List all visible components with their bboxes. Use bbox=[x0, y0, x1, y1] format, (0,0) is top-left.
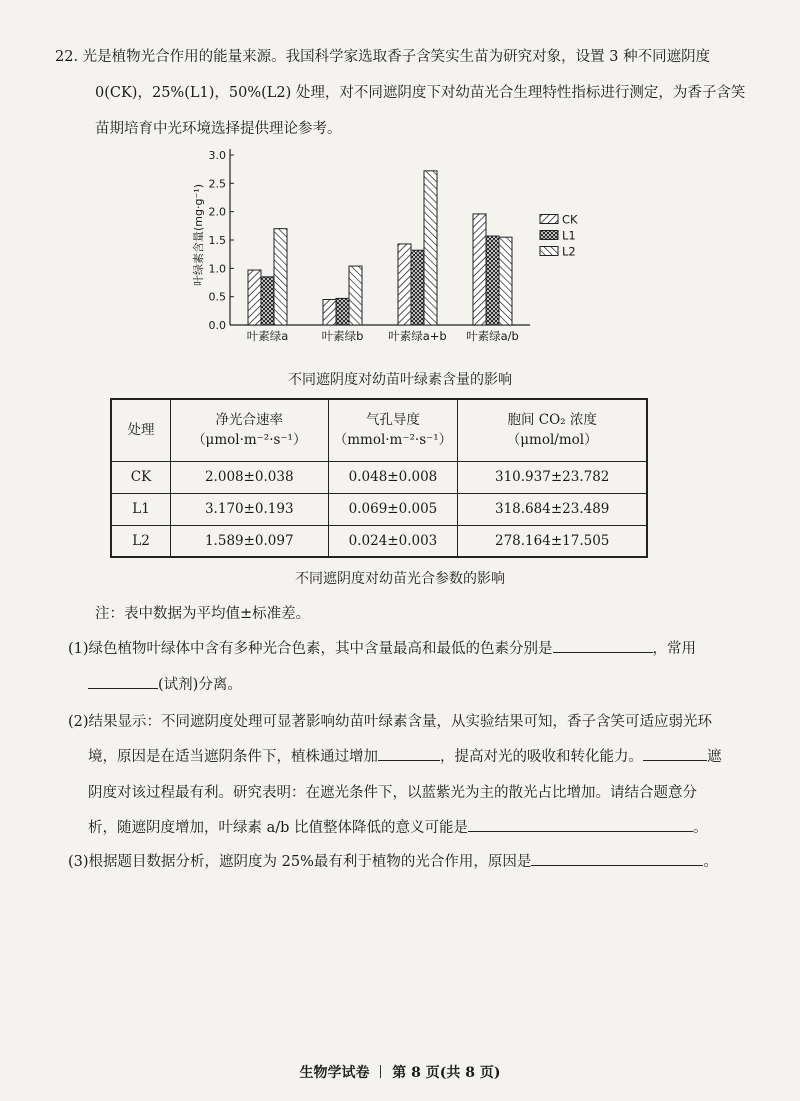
question-intro-line-2: 0(CK)，25%(L1)，50%(L2) 处理，对不同遮阴度下对幼苗光合生理特性指标进行测定，为香子含笑 bbox=[95, 85, 746, 101]
bar-l2 bbox=[424, 171, 437, 325]
bar-l2 bbox=[349, 266, 362, 325]
subquestion-2-line-3: 阴度对该过程最有利。研究表明：在遮光条件下，以蓝紫光为主的散光占比增加。请结合题意分 bbox=[88, 785, 697, 801]
subquestion-2-line-1: (2)结果显示：不同遮阴度处理可显著影响幼苗叶绿素含量，从实验结果可知，香子含笑可适应弱光环 bbox=[68, 714, 713, 730]
subquestion-2-line-2: 境，原因是在适当遮阴条件下，植株通过增加 ，提高对光的吸收和转化能力。 遮 bbox=[88, 745, 722, 766]
chlorophyll-bar-chart bbox=[180, 145, 600, 355]
bar-l2 bbox=[499, 237, 512, 325]
legend-label: L2 bbox=[562, 244, 576, 259]
table-row bbox=[111, 461, 647, 493]
table-header-cell: 气孔导度 （mmol·m⁻²·s⁻¹） bbox=[328, 399, 458, 461]
answer-blank[interactable] bbox=[643, 746, 707, 761]
table-cell: 310.937±23.782 bbox=[458, 461, 647, 493]
bar-l1 bbox=[336, 298, 349, 325]
table-cell: L1 bbox=[111, 493, 171, 525]
table-cell: 3.170±0.193 bbox=[171, 493, 328, 525]
x-tick-label: 叶素绿a bbox=[246, 329, 289, 343]
table-cell: 0.024±0.003 bbox=[328, 525, 458, 557]
bar-l1 bbox=[261, 277, 274, 325]
footer-page: 第 8 页(共 8 页) bbox=[392, 1065, 501, 1081]
x-tick-label: 叶素绿a+b bbox=[388, 329, 447, 343]
question-intro-line-3: 苗期培育中光环境选择提供理论参考。 bbox=[95, 121, 342, 137]
y-tick-label: 3.0 bbox=[208, 149, 226, 162]
table-row bbox=[111, 525, 647, 557]
table-header-cell: 处理 bbox=[111, 399, 171, 461]
x-tick-label: 叶素绿b bbox=[321, 329, 364, 343]
table-cell: 2.008±0.038 bbox=[171, 461, 328, 493]
chart-caption: 不同遮阴度对幼苗叶绿素含量的影响 bbox=[288, 372, 512, 388]
table-header-cell: 胞间 CO₂ 浓度 （μmol/mol） bbox=[458, 399, 647, 461]
footer-divider bbox=[380, 1065, 381, 1078]
table-note: 注：表中数据为平均值±标准差。 bbox=[95, 606, 311, 622]
bar-l1 bbox=[486, 236, 499, 325]
subquestion-1-line-1: (1)绿色植物叶绿体中含有多种光合色素，其中含量最高和最低的色素分别是 ，常用 bbox=[68, 637, 696, 658]
legend-swatch bbox=[540, 215, 558, 224]
table-header-cell: 净光合速率 （μmol·m⁻²·s⁻¹） bbox=[171, 399, 328, 461]
bar-l2 bbox=[274, 229, 287, 325]
y-tick-label: 0.0 bbox=[208, 319, 226, 332]
legend-swatch bbox=[540, 247, 558, 256]
legend-swatch bbox=[540, 231, 558, 240]
bar-ck bbox=[248, 270, 261, 325]
bar-ck bbox=[323, 300, 336, 326]
answer-blank[interactable] bbox=[88, 674, 158, 689]
table-cell: 0.069±0.005 bbox=[328, 493, 458, 525]
subquestion-3-line-1: (3)根据题目数据分析，遮阴度为 25%最有利于植物的光合作用，原因是 。 bbox=[68, 850, 718, 871]
y-tick-label: 1.0 bbox=[208, 262, 226, 276]
y-tick-label: 2.5 bbox=[208, 177, 226, 191]
table-cell: 0.048±0.008 bbox=[328, 461, 458, 493]
legend-label: CK bbox=[562, 212, 578, 227]
answer-blank[interactable] bbox=[553, 638, 653, 653]
bar-ck bbox=[398, 244, 411, 325]
y-tick-label: 2.0 bbox=[208, 205, 226, 219]
y-axis-label: 叶绿素含量(mg·g⁻¹) bbox=[192, 184, 205, 286]
answer-blank[interactable] bbox=[378, 746, 440, 761]
answer-blank[interactable] bbox=[531, 851, 703, 866]
answer-blank[interactable] bbox=[468, 817, 693, 832]
subquestion-1-line-2: (试剂)分离。 bbox=[88, 673, 242, 694]
footer-subject: 生物学试卷 bbox=[299, 1065, 370, 1081]
table-cell: 1.589±0.097 bbox=[171, 525, 328, 557]
legend-label: L1 bbox=[562, 228, 576, 243]
table-cell: 278.164±17.505 bbox=[458, 525, 647, 557]
page-footer bbox=[0, 1062, 800, 1082]
table-header-row bbox=[111, 399, 647, 461]
x-tick-label: 叶素绿a/b bbox=[466, 329, 519, 343]
table-row bbox=[111, 493, 647, 525]
y-tick-label: 1.5 bbox=[208, 234, 226, 247]
table-cell: L2 bbox=[111, 525, 171, 557]
table-caption: 不同遮阴度对幼苗光合参数的影响 bbox=[295, 571, 505, 587]
photosynthesis-table bbox=[110, 398, 648, 558]
question-intro-line-1: 22. 光是植物光合作用的能量来源。我国科学家选取香子含笑实生苗为研究对象，设置 3 种不同遮阴度 bbox=[55, 49, 711, 65]
y-tick-label: 0.5 bbox=[208, 290, 226, 304]
table-cell: 318.684±23.489 bbox=[458, 493, 647, 525]
table-cell: CK bbox=[111, 461, 171, 493]
subquestion-2-line-4: 析，随遮阴度增加，叶绿素 a/b 比值整体降低的意义可能是 。 bbox=[88, 816, 708, 837]
bar-ck bbox=[473, 214, 486, 325]
bar-l1 bbox=[411, 250, 424, 325]
